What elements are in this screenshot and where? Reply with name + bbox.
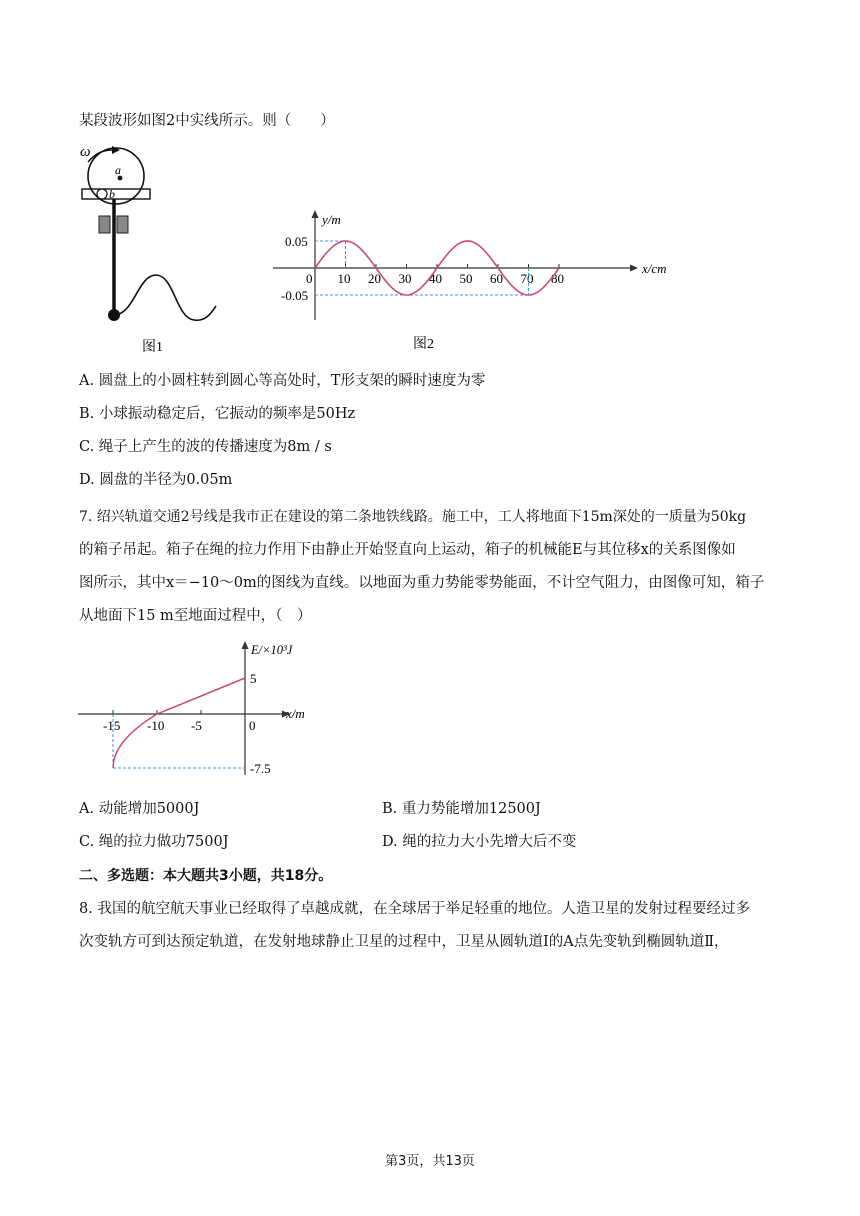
rotation-arrowhead-icon <box>112 146 120 154</box>
x-tick-label: 40 <box>429 271 442 286</box>
origin-label: 0 <box>306 271 313 286</box>
label-b: b <box>109 187 115 201</box>
x-tick-label: 10 <box>337 271 351 286</box>
label-a: a <box>115 163 121 177</box>
x-tick-label: 20 <box>368 271 381 286</box>
y-axis-arrow-icon <box>242 641 249 649</box>
x-tick-label: -10 <box>147 718 165 733</box>
section-2-heading: 二、多选题：本大题共3小题，共18分。 <box>79 868 333 884</box>
q7-line-2: 的箱子吊起。箱子在绳的拉力作用下由静止开始竖直向上运动，箱子的机械能E与其位移x的关系图像如 <box>79 542 736 558</box>
q7-line-4: 从地面下15 m至地面过程中，（ ） <box>79 608 312 624</box>
y-tick-label: 5 <box>250 671 257 686</box>
y-axis-arrow-icon <box>312 210 319 218</box>
figure-e-x-graph <box>70 635 330 785</box>
y-axis-label: E/×10³J <box>251 643 293 657</box>
x-axis-label: x/m <box>286 706 305 721</box>
q7-option-b: B. 重力势能增加12500J <box>382 801 541 817</box>
guide-right <box>117 216 128 233</box>
q6-option-d: D. 圆盘的半径为0.05m <box>79 472 233 488</box>
x-tick-label: -15 <box>103 718 121 733</box>
x-tick-label: 0 <box>249 718 256 733</box>
small-cylinder <box>97 189 107 199</box>
omega-label: ω <box>80 144 91 160</box>
q6-option-c: C. 绳子上产生的波的传播速度为8m / s <box>79 439 332 455</box>
figure-1-caption: 图1 <box>142 340 163 355</box>
y-tick-label: 0.05 <box>285 234 308 249</box>
guide-left <box>99 216 110 233</box>
q7-option-d: D. 绳的拉力大小先增大后不变 <box>382 834 577 850</box>
q8-line-1: 8. 我国的航空航天事业已经取得了卓越成就，在全球居于举足轻重的地位。人造卫星的发射过程要经过多 <box>79 901 750 917</box>
x-tick-label: 80 <box>551 271 564 286</box>
q8-line-2: 次变轨方可到达预定轨道，在发射地球静止卫星的过程中，卫星从圆轨道Ⅰ的A点先变轨到椭圆轨道Ⅱ， <box>79 934 729 950</box>
x-axis-arrow-icon <box>630 265 638 272</box>
rope-wave <box>114 275 216 320</box>
q6-option-b: B. 小球振动稳定后，它振动的频率是50Hz <box>79 406 356 422</box>
energy-curve <box>113 678 245 768</box>
x-axis-label: x/cm <box>642 261 667 276</box>
figure-2-caption: 图2 <box>413 337 434 352</box>
x-tick-label: -5 <box>191 718 202 733</box>
y-tick-label: -7.5 <box>250 761 271 776</box>
figure-1 <box>76 140 236 360</box>
rotation-arrow-icon <box>88 150 112 162</box>
page-footer: 第3页，共13页 <box>385 1154 475 1169</box>
q7-line-3: 图所示，其中x＝−10～0m的图线为直线。以地面为重力势能零势能面，不计空气阻力，由图像可知，箱子 <box>79 575 765 591</box>
q6-option-a: A. 圆盘上的小圆柱转到圆心等高处时，T形支架的瞬时速度为零 <box>79 373 486 389</box>
q6-stem-tail: 某段波形如图2中实线所示。则（ ） <box>79 113 335 129</box>
y-axis-label: y/m <box>322 212 341 227</box>
q7-line-1: 7. 绍兴轨道交通2号线是我市正在建设的第二条地铁线路。施工中，工人将地面下15m深处的一质量为50kg <box>79 509 747 525</box>
x-tick-label: 60 <box>490 271 503 286</box>
q7-option-c: C. 绳的拉力做功7500J <box>79 834 229 850</box>
x-tick-label: 30 <box>398 271 412 286</box>
q7-option-a: A. 动能增加5000J <box>79 801 200 817</box>
y-tick-label: -0.05 <box>281 288 309 303</box>
x-tick-label: 50 <box>459 271 473 286</box>
x-tick-label: 70 <box>520 271 534 286</box>
figure-2 <box>270 205 690 355</box>
